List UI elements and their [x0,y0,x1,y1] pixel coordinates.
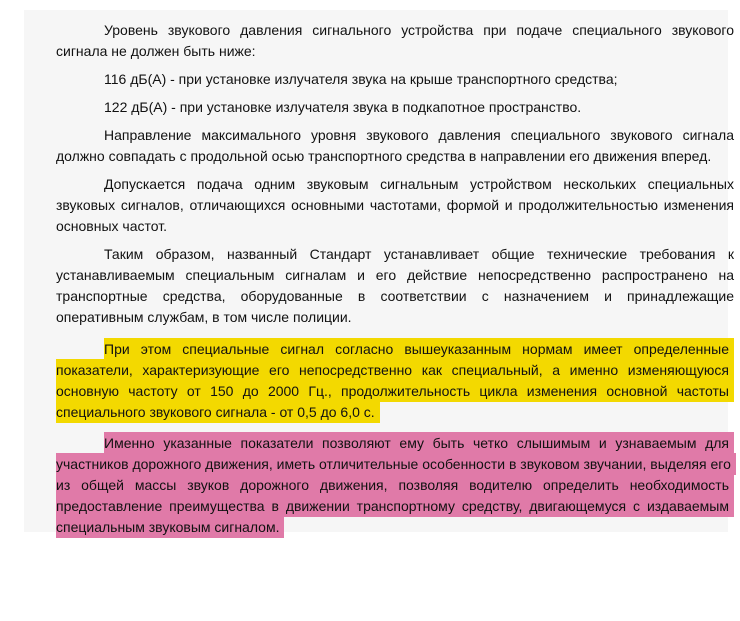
highlight-yellow: При этом специальные сигнал согласно вышеуказанным нормам имеет определенные показатели, характеризующие его непосредственно как специальный, а именно изменяющуюся основную частоту от 150 до 2000 Гц., продолжительность цикла изменения основной частоты специального звукового сигнала - от 0,5 до 6,0 с. [56,338,734,423]
document-page [24,10,734,535]
paragraph-direction: Направление максимального уровня звукового давления специального звукового сигнала должно совпадать с продольной осью транспортного средства в направлении его движения вперед. [56,127,734,164]
paragraph-multiple-signals: Допускается подача одним звуковым сигнальным устройством нескольких специальных звуковых сигналов, отличающихся основными частотами, формой и продолжительностью изменения основных частот. [56,176,734,234]
document-body [56,20,734,545]
paragraph-sound-pressure-level: Уровень звукового давления сигнального устройства при подаче специального звукового сигнала не должен быть ниже: [56,22,734,59]
list-item-roof-emitter: 116 дБ(А) - при установке излучателя звука на крыше транспортного средства; [104,71,618,87]
list-item-hood-emitter: 122 дБ(А) - при установке излучателя звука в подкапотное пространство. [104,99,582,115]
paragraph-standard-scope: Таким образом, названный Стандарт устанавливает общие технические требования к устанавливаемым специальным сигналам и его действие непосредственно распространено на транспортные средства, оборудованные в соответствии с назначением и принадлежащие оперативным службам, в том числе полиции. [56,246,734,325]
paragraph-highlighted-pink [56,433,734,538]
paragraph-highlighted-yellow [56,339,734,423]
highlight-pink: Именно указанные показатели позволяют ему быть четко слышимым и узнаваемым для участников дорожного движения, иметь отличительные особенности в звуковом звучании, выделяя его из общей массы звуков дорожного движения, позволяя водителю определить необходимость предоставление преимущества в движении транспортному средству, двигающемуся с издаваемым специальным звуковым сигналом. [56,432,736,538]
